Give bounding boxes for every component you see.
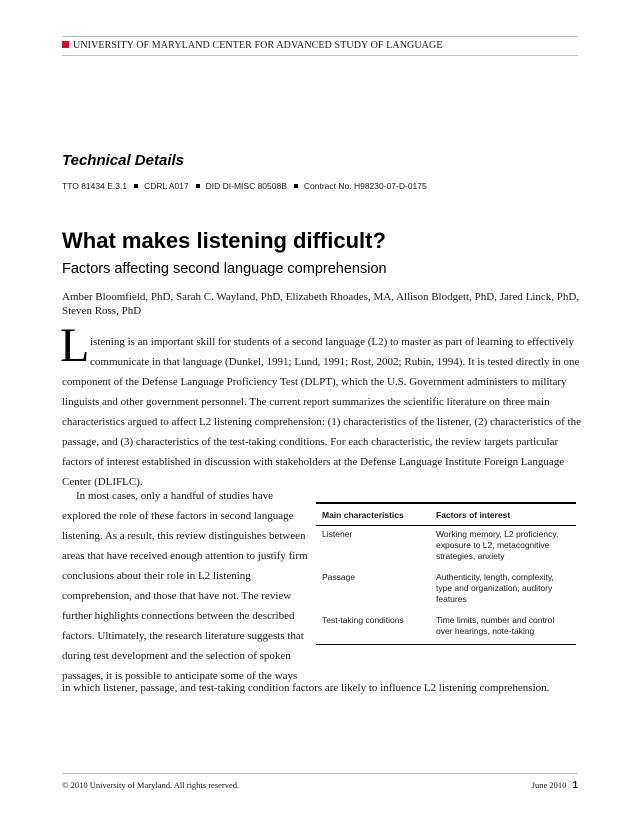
second-paragraph-body: explored the role of these factors in second language listening. As a result, this review distinguishes between areas that have received enough attention to justify firm conclusions about their role in L2 listening comprehension, and those that have not. The review further highlights connections between the described factors. Ultimately, the research literature suggests that during test development and the selection of spoken passages, it is possible to anticipate some of the ways: [62, 510, 308, 682]
org-header: [62, 40, 443, 51]
table-cell: Authenticity, length, complexity, type and organization, auditory features: [436, 572, 554, 604]
table-cell: Passage: [322, 572, 356, 582]
page-number: 1: [572, 780, 578, 791]
bullet-icon: [294, 184, 298, 188]
contract-number: Contract No. H98230-07-D-0175: [303, 181, 427, 191]
technical-details-meta: [62, 181, 427, 191]
bullet-icon: [196, 184, 200, 188]
intro-paragraph-rest: component of the Defense Language Proficiency Test (DLPT), which the U.S. Government administers to military linguists and other government personnel. The current report summarizes the scientific literature on three main characteristics argued to affect L2 listening comprehension: (1) characteristics of the listener, (2) characteristics of the passage, and (3) characteristics of the test-taking conditions. For each characteristic, the review targets particular factors of interest established in discussion with stakeholders at the Defense Language Institute Foreign Language Center (DLIFLC).: [62, 376, 581, 488]
table-header-factors: Factors of interest: [430, 503, 576, 526]
table-cell: Working memory, L2 proficiency, exposure to L2, metacognitive strategies, anxiety: [436, 529, 559, 561]
technical-details-title: Technical Details: [62, 152, 184, 169]
second-paragraph-end: in which listener, passage, and test-taking condition factors are likely to influence L2 listening comprehension.: [62, 682, 550, 694]
article-subtitle: Factors affecting second language comprehension: [62, 261, 387, 277]
table-row: [316, 569, 576, 612]
intro-paragraph-start: istening is an important skill for students of a second language (L2) to master as part of learning to effectively communicate in that language (Dunkel, 1991; Lund, 1991; Rost, 2002; Rubin, 1994). It is tested directly in one: [90, 336, 580, 368]
red-square-icon: [62, 41, 69, 48]
did-number: DID DI-MISC 80508B: [205, 181, 287, 191]
second-paragraph-first-line: In most cases, only a handful of studies have: [76, 490, 274, 502]
table-row: [316, 526, 576, 570]
table-cell: Listener: [322, 529, 353, 539]
copyright: © 2010 University of Maryland. All rights reserved.: [62, 780, 240, 790]
header-bottom-rule: [62, 55, 578, 56]
second-paragraph: [62, 486, 312, 686]
cdrl-number: CDRL A017: [144, 181, 189, 191]
table-header-row: [316, 503, 576, 526]
header-top-rule: [62, 36, 578, 37]
table-cell: Time limits, number and control over hearings, note-taking: [430, 612, 576, 645]
characteristics-table: [316, 502, 576, 645]
footer-rule: [62, 773, 578, 774]
article-title: What makes listening difficult?: [62, 228, 386, 253]
drop-cap: L: [60, 319, 90, 372]
table-row: [316, 612, 576, 645]
table-cell: Test-taking conditions: [316, 612, 430, 645]
org-name: UNIVERSITY OF MARYLAND CENTER FOR ADVANCED STUDY OF LANGUAGE: [73, 40, 443, 51]
tto-number: TTO 81434 E.3.1: [62, 181, 128, 191]
bullet-icon: [134, 184, 138, 188]
table-header-main: Main characteristics: [316, 503, 430, 526]
footer-date-page: [532, 780, 578, 791]
author-list: Amber Bloomfield, PhD, Sarah C. Wayland, PhD, Elizabeth Rhoades, MA, Allison Blodgett, PhD, Jared Linck, PhD, Steven Ross, PhD: [62, 291, 580, 317]
footer-date: June 2010: [531, 780, 567, 790]
